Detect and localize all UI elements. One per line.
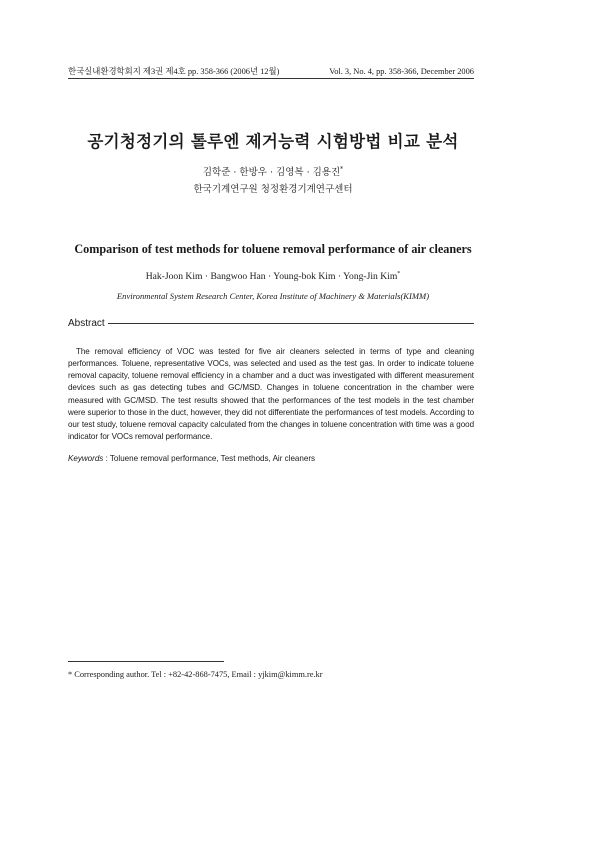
abstract-rule	[108, 323, 474, 324]
english-title: Comparison of test methods for toluene removal performance of air cleaners	[74, 242, 472, 256]
english-authors	[0, 271, 546, 282]
header-divider	[68, 78, 474, 79]
korean-author-names: 김학준 · 한방우 · 김영복 · 김용진	[202, 167, 341, 178]
abstract-heading-row	[68, 318, 474, 329]
abstract-text: The removal efficiency of VOC was tested for five air cleaners selected in terms of type and cleaning performances. Toluene, representative VOCs, was selected and used as the test gas. In order to indicate toluene removal capacity, toluene removal efficiency in a chamber and a duct was investigated with different measurement devices such as gas detecting tubes and GC/MSD. Changes in toluene concentration in the chamber were measured with GC/MSD. The test results showed that the performances of the test models in the test chamber were superior to those in the duct, however, they did not differentiate the performances of test models. According to our test study, toluene removal capacity calculated from the changes in toluene concentration with time was a good indicator for VOCs removal performance.	[68, 347, 474, 442]
abstract-heading: Abstract	[68, 318, 105, 329]
running-header	[68, 64, 474, 78]
keywords-label: Keywords	[68, 454, 104, 463]
header-journal-korean: 한국실내환경학회지 제3권 제4호 pp. 358-366 (2006년 12월)	[68, 67, 280, 76]
english-affiliation: Environmental System Research Center, Korea Institute of Machinery & Materials(KIMM)	[116, 291, 430, 301]
keywords-text: Toluene removal performance, Test methods, Air cleaners	[109, 454, 316, 463]
keywords-separator: :	[103, 454, 110, 463]
korean-title: 공기청정기의 톨루엔 제거능력 시험방법 비교 분석	[87, 132, 459, 151]
keywords-line	[68, 454, 474, 463]
korean-author-mark: *	[340, 165, 344, 173]
korean-authors	[0, 164, 546, 178]
corresponding-author-footnote: * Corresponding author. Tel : +82-42-868-7475, Email : yjkim@kimm.re.kr	[68, 670, 323, 679]
english-author-names: Hak-Joon Kim · Bangwoo Han · Young-bok Kim · Yong-Jin Kim	[145, 271, 398, 283]
english-author-mark: *	[397, 271, 401, 277]
header-journal-english: Vol. 3, No. 4, pp. 358-366, December 2006	[329, 66, 474, 76]
footnote-divider	[68, 661, 224, 662]
korean-affiliation: 한국기계연구원 청정환경기계연구센터	[193, 184, 353, 195]
